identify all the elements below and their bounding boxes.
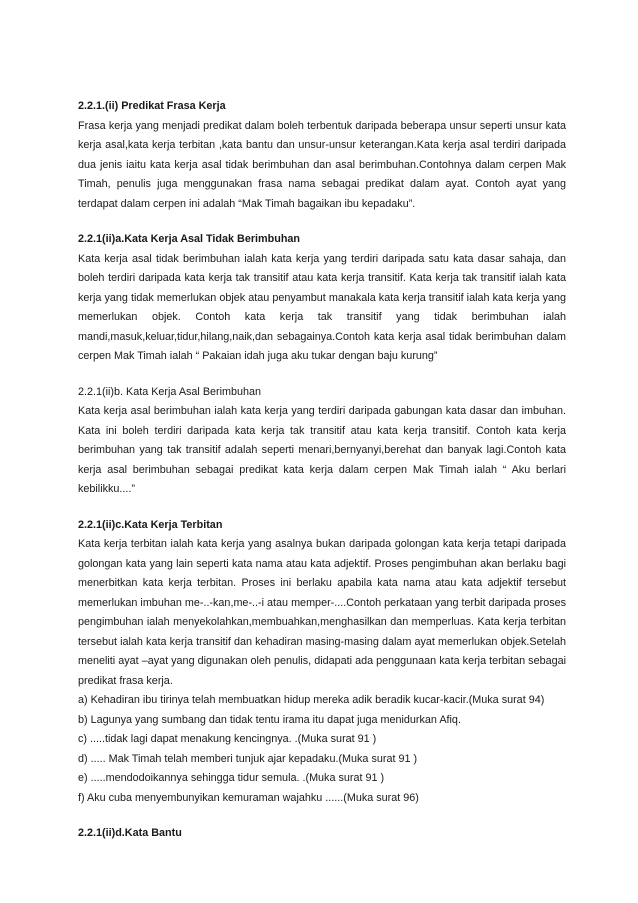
example-item: b) Lagunya yang sumbang dan tidak tentu irama itu dapat juga menidurkan Afiq. [78,713,461,726]
section-paragraph: Kata kerja asal tidak berimbuhan ialah kata kerja yang terdiri daripada satu kata dasar sahaja, dan boleh terdiri daripada kata kerja tak transitif atau kata kerja transitif. Kata kerja tak transitif ialah kata kerja yang tidak memerlukan objek atau penyambut manakala kata kerja transitif ialah kata kerja yang memerlukan objek. Contoh kata kerja tak transitif yang tidak berimbuhan ialah mandi,masuk,keluar,tidur,hilang,naik,dan sebagainya.Contoh kata kerja asal tidak berimbuhan dalam cerpen Mak Timah ialah “ Pakaian idah juga aku tukar dengan baju kurung” [78,252,566,362]
example-item: e) .....mendodoikannya sehingga tidur semula. .(Muka surat 91 ) [78,772,385,784]
section-predikat-frasa-kerja [78,97,566,214]
section-heading: 2.2.1(ii)c.Kata Kerja Terbitan [78,518,223,531]
section-heading: 2.2.1(ii)b. Kata Kerja Asal Berimbuhan [78,385,262,398]
example-item: f) Aku cuba menyembunyikan kemuraman wajahku ......(Muka surat 96) [78,791,419,804]
example-item: c) .....tidak lagi dapat menakung kencingnya. .(Muka surat 91 ) [78,733,377,745]
section-heading: 2.2.1(ii)a.Kata Kerja Asal Tidak Berimbuhan [78,233,301,245]
section-heading: 2.2.1(ii)d.Kata Bantu [78,827,182,839]
section-paragraph: Kata kerja terbitan ialah kata kerja yang asalnya bukan daripada golongan kata kerja tetapi daripada golongan kata yang lain seperti kata nama atau kata adjektif. Proses pengimbuhan akan berlaku bagi menerbitkan kata kerja terbitan. Proses ini berlaku apabila kata nama atau kata adjektif tersebut memerlukan imbuhan me-..-kan,me-..-i atau memper-....Contoh perkataan yang terbit daripada proses pengimbuhan ialah menyekolahkan,membuahkan,menghasilkan dan memperluas. Kata kerja terbitan tersebut ialah kata kerja transitif dan kehadiran masing-masing dalam ayat memerlukan objek.Setelah meneliti ayat –ayat yang digunakan oleh penulis, didapati ada penggunaan kata kerja terbitan sebagai predikat frasa kerja. [78,538,566,687]
example-item: d) ..... Mak Timah telah memberi tunjuk ajar kepadaku.(Muka surat 91 ) [78,752,418,765]
section-paragraph: Kata kerja asal berimbuhan ialah kata kerja yang terdiri daripada gabungan kata dasar dan imbuhan. Kata ini boleh terdiri daripada kata kerja tak transitif atau kata kerja transitif. Contoh kata kerja berimbuhan yang tak transitif adalah seperti menari,bernyanyi,berehat dan banyak lagi.Contoh kata kerja asal berimbuhan sebagai predikat kata kerja dalam cerpen Mak Timah ialah “ Aku berlari kebilikku....” [78,405,566,495]
section-kata-kerja-asal-berimbuhan [78,383,566,500]
section-kata-kerja-asal-tidak-berimbuhan [78,230,566,367]
section-kata-kerja-terbitan [78,516,566,809]
section-kata-bantu [78,824,566,844]
section-paragraph: Frasa kerja yang menjadi predikat dalam boleh terbentuk daripada beberapa unsur seperti unsur kata kerja asal,kata kerja terbitan ,kata bantu dan unsur-unsur keterangan.Kata kerja asal terdiri daripada dua jenis iaitu kata kerja asal tidak berimbuhan dan asal berimbuhan.Contohnya dalam cerpen Mak Timah, penulis juga menggunakan frasa nama sebagai predikat dalam ayat. Contoh ayat yang terdapat dalam cerpen ini adalah “Mak Timah bagaikan ibu kepadaku”. [78,119,566,210]
section-heading: 2.2.1.(ii) Predikat Frasa Kerja [78,100,226,112]
example-item: a) Kehadiran ibu tirinya telah membuatkan hidup mereka adik beradik kucar-kacir.(Muka surat 94) [78,694,545,706]
